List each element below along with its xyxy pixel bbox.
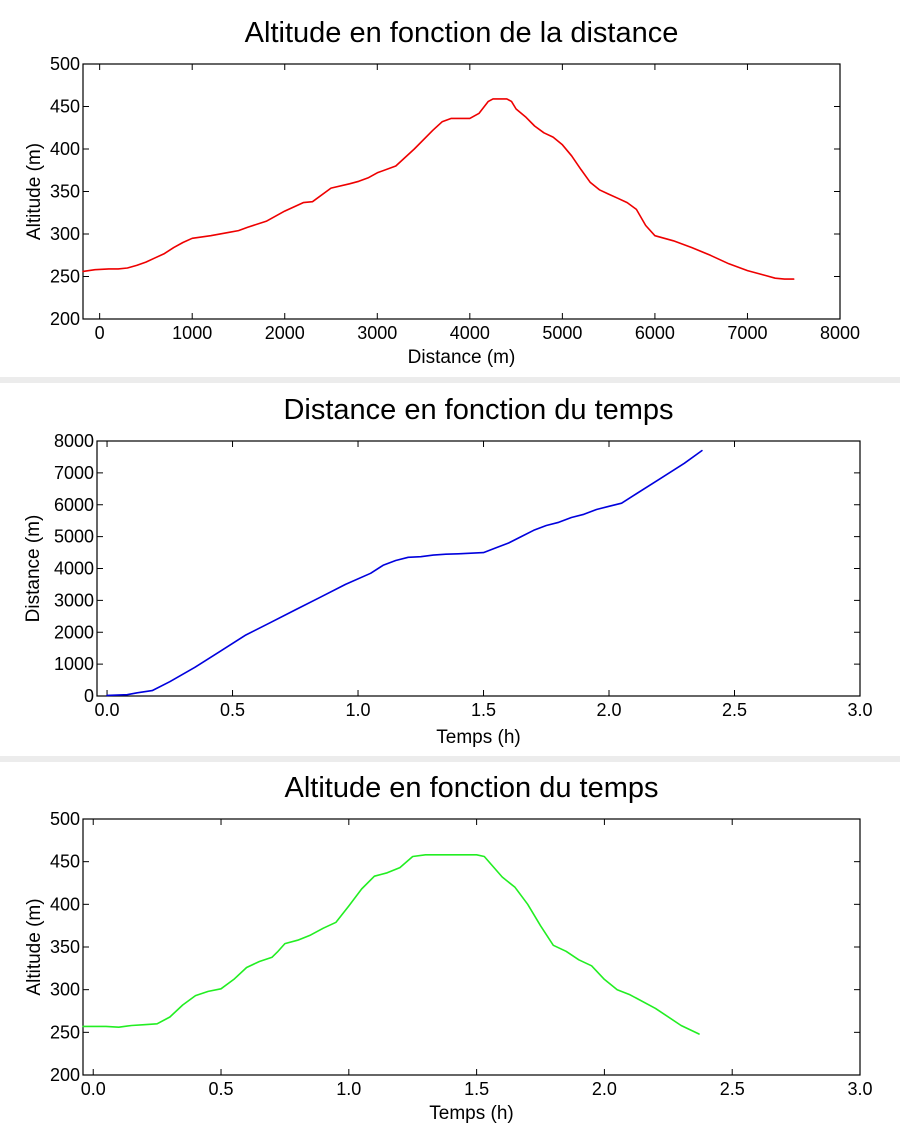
x-tick-label: 1.5	[464, 1079, 490, 1099]
axes-frame	[83, 819, 860, 1075]
x-tick-label: 1.0	[336, 1079, 362, 1099]
y-tick-label: 250	[49, 266, 80, 287]
x-axis-label: Distance (m)	[407, 347, 516, 368]
x-tick-label: 0.0	[80, 1079, 106, 1099]
x-tick-label: 1000	[172, 323, 213, 343]
x-tick-label: 2.0	[596, 700, 622, 720]
y-tick-label: 400	[49, 139, 80, 159]
x-tick-label: 0.5	[208, 1079, 234, 1099]
y-tick-label: 7000	[53, 462, 94, 483]
panel-divider	[0, 756, 900, 762]
y-axis-label: Altitude (m)	[24, 898, 45, 996]
y-tick-label: 250	[49, 1022, 80, 1043]
x-tick-label: 2.0	[591, 1079, 617, 1099]
x-tick-label: 6000	[634, 323, 675, 343]
y-tick-label: 1000	[53, 654, 94, 675]
y-axis-label: Distance (m)	[23, 514, 44, 623]
x-axis-label: Temps (h)	[429, 1103, 514, 1124]
y-tick-label: 6000	[53, 494, 94, 515]
x-tick-label: 8000	[819, 323, 861, 343]
chart-3	[24, 772, 873, 1124]
y-axis-label: Altitude (m)	[24, 142, 45, 241]
y-tick-label: 2000	[53, 622, 94, 643]
y-tick-label: 200	[49, 1065, 80, 1085]
y-tick-label: 450	[49, 851, 80, 872]
y-tick-label: 0	[83, 686, 94, 706]
x-axis-label: Temps (h)	[436, 727, 521, 748]
chart-1	[24, 17, 860, 368]
chart-title: Altitude en fonction de la distance	[244, 17, 679, 49]
x-tick-label: 1.5	[471, 700, 497, 720]
chart-title: Distance en fonction du temps	[283, 394, 674, 426]
y-tick-label: 450	[49, 96, 80, 117]
y-tick-label: 350	[49, 937, 80, 957]
y-tick-label: 500	[49, 809, 80, 829]
axes-frame	[83, 64, 840, 319]
y-tick-label: 5000	[53, 526, 94, 547]
x-tick-label: 3.0	[847, 1079, 873, 1099]
x-tick-label: 4000	[449, 323, 490, 343]
y-tick-label: 300	[49, 979, 80, 1000]
y-tick-label: 4000	[53, 558, 94, 579]
x-tick-label: 2.5	[719, 1079, 745, 1099]
y-tick-label: 200	[49, 309, 80, 329]
y-tick-label: 350	[49, 181, 80, 202]
x-tick-label: 2.5	[721, 700, 748, 720]
y-tick-label: 500	[49, 54, 80, 74]
x-tick-label: 0.5	[220, 700, 246, 720]
y-tick-label: 300	[49, 224, 80, 244]
x-tick-label: 0.0	[94, 700, 120, 720]
x-tick-label: 3.0	[847, 700, 873, 720]
y-tick-label: 3000	[53, 590, 94, 611]
x-tick-label: 0	[94, 323, 105, 343]
y-tick-label: 8000	[53, 431, 94, 451]
chart-title: Altitude en fonction du temps	[284, 772, 659, 804]
x-tick-label: 7000	[727, 323, 768, 343]
chart-2	[23, 394, 873, 748]
x-tick-label: 3000	[357, 323, 398, 343]
panel-divider	[0, 377, 900, 383]
x-tick-label: 1.0	[345, 700, 371, 720]
x-tick-label: 5000	[542, 323, 583, 343]
x-tick-label: 2000	[264, 323, 305, 343]
y-tick-label: 400	[49, 894, 80, 915]
